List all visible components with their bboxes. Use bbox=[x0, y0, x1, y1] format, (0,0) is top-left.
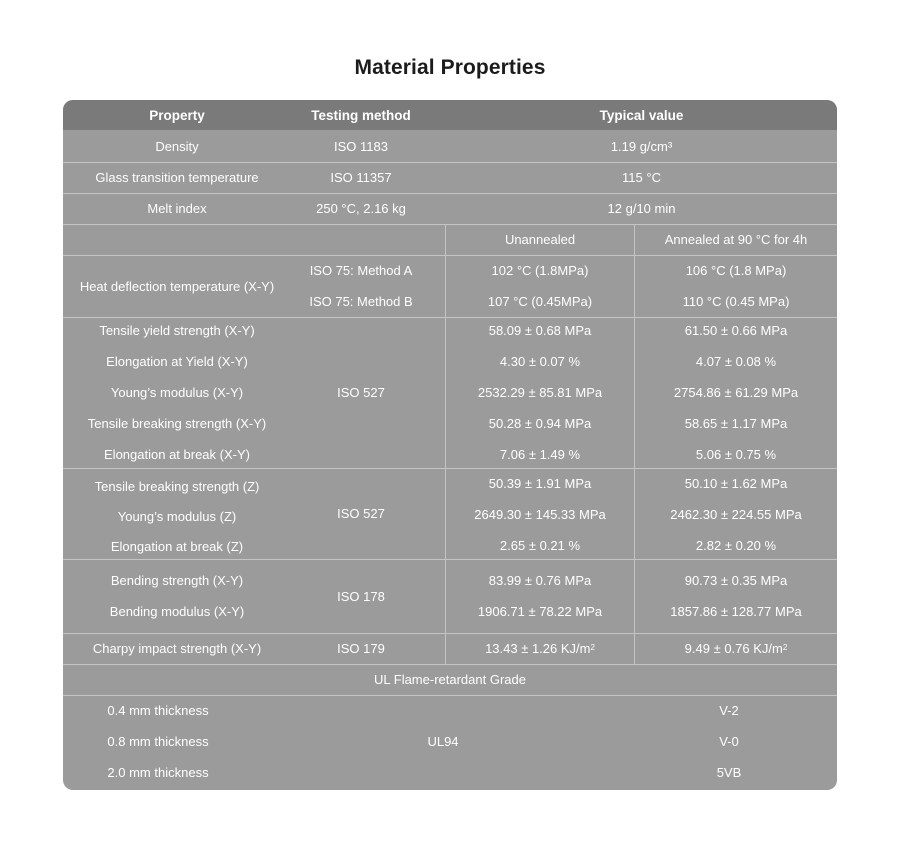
tensile-yield-unannealed: 58.09 ± 0.68 MPa bbox=[488, 323, 592, 338]
bending-modulus-annealed: 1857.86 ± 128.77 MPa bbox=[670, 604, 802, 619]
header-typical-value: Typical value bbox=[599, 107, 684, 123]
hdt-method-a: ISO 75: Method A bbox=[309, 263, 413, 278]
tensile-xy-method: ISO 527 bbox=[337, 385, 385, 400]
melt-index-label: Melt index bbox=[147, 201, 207, 216]
bending-strength-label: Bending strength (X-Y) bbox=[110, 573, 244, 588]
density-method: ISO 1183 bbox=[334, 138, 388, 154]
tensile-yield-annealed: 61.50 ± 0.66 MPa bbox=[684, 323, 788, 338]
ul-grade-0-8: V-0 bbox=[719, 734, 739, 749]
material-properties-table bbox=[63, 100, 837, 790]
tensile-z-method: ISO 527 bbox=[337, 506, 385, 521]
glass-transition-label: Glass transition temperature bbox=[95, 170, 259, 185]
elongation-yield-unannealed: 4.30 ± 0.07 % bbox=[499, 354, 581, 369]
hdt-a-annealed: 106 °C (1.8 MPa) bbox=[685, 263, 787, 278]
elongation-yield-label: Elongation at Yield (X-Y) bbox=[106, 354, 248, 369]
tensile-breaking-z-unannealed: 50.39 ± 1.91 MPa bbox=[488, 476, 592, 491]
youngs-modulus-z-label: Young’s modulus (Z) bbox=[117, 509, 237, 524]
density-label: Density bbox=[155, 138, 199, 154]
charpy-annealed: 9.49 ± 0.76 KJ/m $^2$ bbox=[684, 641, 788, 656]
youngs-modulus-z-annealed: 2462.30 ± 224.55 MPa bbox=[670, 507, 802, 522]
subheader-unannealed: Unannealed bbox=[504, 232, 576, 247]
elongation-break-z-annealed: 2.82 ± 0.20 % bbox=[695, 538, 777, 553]
ul-method: UL94 bbox=[427, 734, 459, 749]
hdt-b-annealed: 110 °C (0.45 MPa) bbox=[682, 294, 790, 309]
bending-method: ISO 178 bbox=[337, 588, 385, 604]
bending-modulus-label: Bending modulus (X-Y) bbox=[109, 604, 245, 619]
hdt-a-unannealed: 102 °C (1.8MPa) bbox=[491, 263, 589, 278]
elongation-break-xy-label: Elongation at break (X-Y) bbox=[104, 447, 250, 462]
elongation-break-xy-unannealed: 7.06 ± 1.49 % bbox=[499, 447, 581, 462]
hdt-method-b: ISO 75: Method B bbox=[309, 294, 413, 309]
tensile-breaking-xy-label: Tensile breaking strength (X-Y) bbox=[87, 416, 267, 431]
melt-index-value: 12 g/10 min bbox=[607, 201, 676, 216]
header-testing-method: Testing method bbox=[311, 107, 411, 123]
elongation-break-z-unannealed: 2.65 ± 0.21 % bbox=[499, 538, 581, 553]
elongation-yield-annealed: 4.07 ± 0.08 % bbox=[695, 354, 777, 369]
charpy-label: Charpy impact strength (X-Y) bbox=[92, 641, 262, 656]
bending-modulus-unannealed: 1906.71 ± 78.22 MPa bbox=[477, 604, 603, 619]
page-title: Material Properties bbox=[354, 56, 546, 79]
density-value: 1.19 g/cm³ bbox=[610, 138, 673, 154]
subheader-annealed: Annealed at 90 °C for 4h bbox=[664, 232, 808, 247]
tensile-breaking-z-annealed: 50.10 ± 1.62 MPa bbox=[684, 476, 788, 491]
ul-thickness-2-0: 2.0 mm thickness bbox=[107, 765, 209, 780]
elongation-break-xy-annealed: 5.06 ± 0.75 % bbox=[695, 447, 777, 462]
bending-strength-unannealed: 83.99 ± 0.76 MPa bbox=[488, 573, 592, 588]
tensile-breaking-z-label: Tensile breaking strength (Z) bbox=[94, 479, 260, 494]
hdt-b-unannealed: 107 °C (0.45MPa) bbox=[487, 294, 593, 309]
glass-transition-value: 115 °C bbox=[622, 170, 661, 185]
youngs-modulus-xy-label: Young’s modulus (X-Y) bbox=[110, 385, 244, 400]
header-property: Property bbox=[149, 107, 205, 123]
tensile-breaking-xy-annealed: 58.65 ± 1.17 MPa bbox=[684, 416, 788, 431]
elongation-break-z-label: Elongation at break (Z) bbox=[110, 539, 244, 554]
tensile-yield-label: Tensile yield strength (X-Y) bbox=[99, 323, 255, 338]
glass-transition-method: ISO 11357 bbox=[330, 170, 392, 185]
ul-grade-0-4: V-2 bbox=[719, 703, 739, 718]
charpy-unannealed: 13.43 ± 1.26 KJ/m $^2$ bbox=[485, 641, 595, 656]
ul-thickness-0-8: 0.8 mm thickness bbox=[107, 734, 209, 749]
melt-index-method: 250 °C, 2.16 kg bbox=[316, 201, 406, 216]
ul-grade-2-0: 5VB bbox=[716, 765, 742, 780]
tensile-breaking-xy-unannealed: 50.28 ± 0.94 MPa bbox=[488, 416, 592, 431]
bending-strength-annealed: 90.73 ± 0.35 MPa bbox=[684, 573, 788, 588]
charpy-method: ISO 179 bbox=[337, 641, 385, 656]
hdt-label: Heat deflection temperature (X-Y) bbox=[79, 278, 275, 294]
ul-thickness-0-4: 0.4 mm thickness bbox=[107, 703, 209, 718]
youngs-modulus-xy-unannealed: 2532.29 ± 85.81 MPa bbox=[477, 385, 603, 400]
youngs-modulus-z-unannealed: 2649.30 ± 145.33 MPa bbox=[474, 507, 606, 522]
youngs-modulus-xy-annealed: 2754.86 ± 61.29 MPa bbox=[673, 385, 799, 400]
ul-grade-title: UL Flame-retardant Grade bbox=[374, 672, 526, 687]
